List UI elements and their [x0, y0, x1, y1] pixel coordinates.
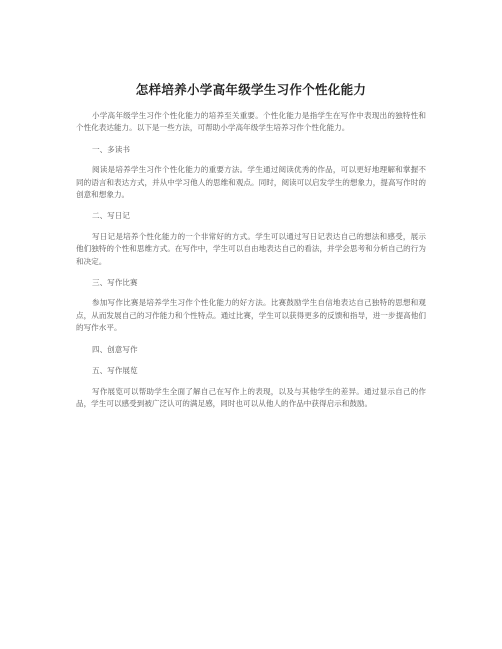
section-heading: 一、多读书	[92, 144, 130, 154]
document-title: 怎样培养小学高年级学生习作个性化能力	[135, 82, 367, 97]
section-heading: 四、创意写作	[92, 344, 138, 354]
intro-paragraph: 小学高年级学生习作个性化能力的培养至关重要。个性化能力是指学生在写作中表现出的独特性和个性化表达能力。以下是一些方法，可帮助小学高年级学生培养习作个性化能力。	[76, 111, 426, 133]
section-exhibition	[76, 365, 426, 410]
section-diary	[76, 210, 426, 268]
section-body: 参加写作比赛是培养学生习作个性化能力的好方法。比赛鼓励学生自信地表达自己独特的思想和观点，从而发展自己的习作能力和个性特点。通过比赛，学生可以获得更多的反馈和指导，进一步提高他们的写作水平。	[76, 298, 426, 333]
section-heading: 二、写日记	[92, 211, 130, 221]
section-reading	[76, 144, 426, 202]
section-heading: 五、写作展览	[92, 366, 138, 376]
section-competition	[76, 277, 426, 335]
section-body: 写日记是培养个性化能力的一个非常好的方式。学生可以通过写日记表达自己的想法和感受，展示他们独特的个性和思维方式。在写作中，学生可以自由地表达自己的看法，并学会思考和分析自己的行为和决定。	[76, 231, 426, 266]
section-heading: 三、写作比赛	[92, 278, 138, 288]
section-creative-writing	[76, 344, 426, 356]
section-body: 阅读是培养学生习作个性化能力的重要方法。学生通过阅读优秀的作品，可以更好地理解和掌握不同的语言和表达方式，并从中学习他人的思维和观点。同时，阅读可以启发学生的想象力，提高写作时的创意和想象力。	[76, 165, 426, 200]
section-body: 写作展览可以帮助学生全面了解自己在写作上的表现，以及与其他学生的差异。通过显示自己的作品，学生可以感受到被广泛认可的满足感，同时也可以从他人的作品中获得启示和鼓励。	[76, 386, 426, 408]
